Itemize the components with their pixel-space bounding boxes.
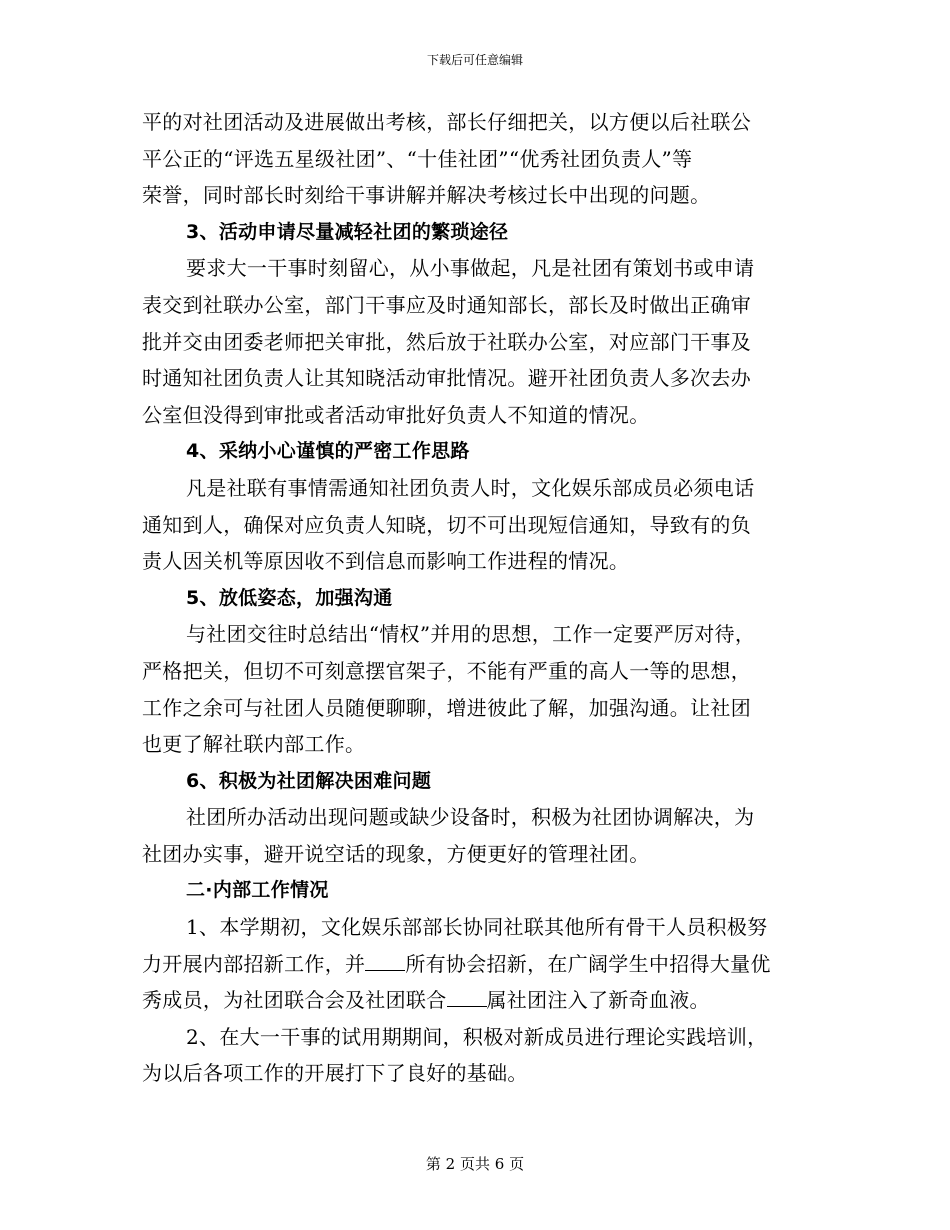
body-line: 公室但没得到审批或者活动审批好负责人不知道的情况。 (142, 402, 650, 427)
body-line: 通知到人，确保对应负责人知晓，切不可出现短信通知，导致有的负 (142, 512, 751, 537)
body-line: 为以后各项工作的开展打下了良好的基础。 (142, 1061, 528, 1086)
body-line: 平的对社团活动及进展做出考核，部长仔细把关，以方便以后社联公 (142, 110, 751, 134)
section-heading-3: 3、活动申请尽量减轻社团的繁琐途径 (186, 220, 509, 243)
body-line: 时通知社团负责人让其知晓活动审批情况。避开社团负责人多次去办 (142, 366, 751, 391)
fill-in-blank (447, 986, 487, 1007)
body-line: 社团所办活动出现问题或缺少设备时，积极为社团协调解决，为 (186, 805, 755, 830)
body-line: 也更了解社联内部工作。 (142, 732, 366, 757)
body-line: 凡是社联有事情需通知社团负责人时，文化娱乐部成员必须电话 (186, 475, 755, 500)
body-line: 批并交由团委老师把关审批，然后放于社联办公室，对应部门干事及 (142, 329, 751, 354)
page-number: 第 2 页共 6 页 (425, 1155, 525, 1173)
section-heading-6: 6、积极为社团解决困难问题 (186, 769, 432, 792)
body-line: 责人因关机等原因收不到信息而影响工作进程的情况。 (142, 549, 630, 574)
body-text-segment: 力开展内部招新工作，并 (142, 951, 366, 976)
body-text-segment: 所有协会招新，在广阔学生中招得大量优 (405, 951, 771, 976)
body-line: 要求大一干事时刻留心，从小事做起，凡是社团有策划书或申请 (186, 256, 755, 281)
body-line: 工作之余可与社团人员随便聊聊，增进彼此了解，加强沟通。让社团 (142, 695, 751, 720)
section-heading-internal-work: 二·内部工作情况 (186, 879, 329, 902)
body-line: 2、在大一干事的试用期期间，积极对新成员进行理论实践培训， (186, 1024, 768, 1049)
body-line: 表交到社联办公室，部门干事应及时通知部长，部长及时做出正确审 (142, 292, 751, 317)
body-line: 平公正的“评选五星级社团”、“十佳社团”“优秀社团负责人”等 (142, 146, 693, 171)
page-header: 下载后可任意编辑 (426, 53, 523, 67)
body-line: 严格把关，但切不可刻意摆官架子，不能有严重的高人一等的思想， (142, 658, 751, 683)
body-line: 荣誉，同时部长时刻给干事讲解并解决考核过长中出现的问题。 (142, 183, 711, 208)
body-text-segment: 属社团注入了新奇血液。 (486, 988, 710, 1013)
body-text-segment: 秀成员，为社团联合会及社团联合 (142, 988, 447, 1013)
section-heading-4: 4、采纳小心谨慎的严密工作思路 (186, 440, 470, 463)
body-line (142, 982, 808, 1019)
body-line: 社团办实事，避开说空话的现象，方便更好的管理社团。 (142, 841, 650, 866)
body-line: 与社团交往时总结出“情权”并用的思想，工作一定要严厉对待， (186, 622, 756, 647)
document-body (142, 104, 808, 1092)
body-line: 1、本学期初，文化娱乐部部长协同社联其他所有骨干人员积极努 (186, 915, 768, 940)
section-heading-5: 5、放低姿态，加强沟通 (186, 586, 393, 609)
fill-in-blank (365, 950, 405, 971)
body-line (142, 946, 808, 983)
